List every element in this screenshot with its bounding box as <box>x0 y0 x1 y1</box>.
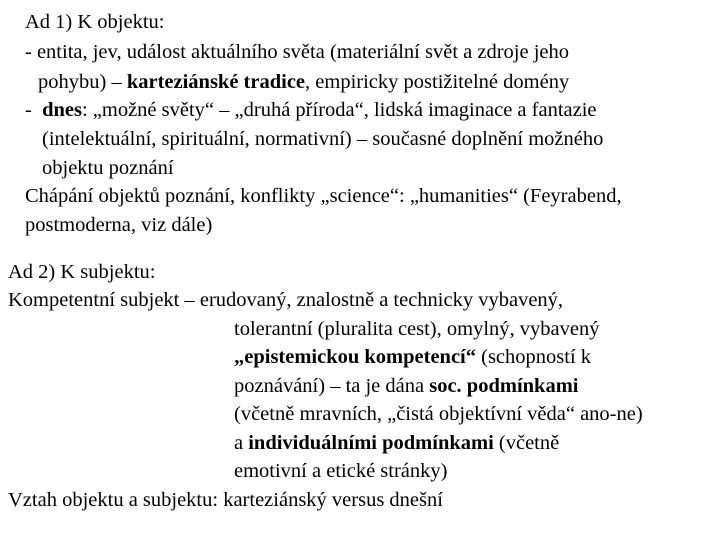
para-chapani-line1: Chápání objektů poznání, konflikty „science“: „humanities“ (Feyrabend, <box>25 185 622 207</box>
subjekt-line4: poznávání) – ta je dána soc. podmínkami <box>234 375 579 397</box>
subjekt-line1: Kompetentní subjekt – erudovaný, znalostně a technicky vybavený, <box>8 289 564 311</box>
heading-subjekt: Ad 2) K subjektu: <box>8 261 156 283</box>
bold-soc-podminky: soc. podmínkami <box>429 375 579 397</box>
subjekt-line7: emotivní a etické stránky) <box>234 460 448 482</box>
subjekt-line2: tolerantní (pluralita cest), omylný, vybavený <box>234 318 600 340</box>
bullet-dnes-line3: objektu poznání <box>42 157 174 179</box>
heading-objekt: Ad 1) K objektu: <box>25 11 165 33</box>
bold-karteziánské-tradice: karteziánské tradice <box>126 71 306 93</box>
subjekt-line6: a individuálními podmínkami (včetně <box>234 432 560 454</box>
bullet-entita-line1: - entita, jev, událost aktuálního světa (materiální svět a zdroje jeho <box>25 41 570 63</box>
bold-individualni-podminky: individuálními podmínkami <box>248 432 494 454</box>
footer-vztah: Vztah objektu a subjektu: karteziánský versus dnešní <box>8 489 443 511</box>
subjekt-line3: „epistemickou kompetencí“ (schopností k <box>234 346 592 368</box>
bullet-dnes-line1: - dnes: „možné světy“ – „druhá příroda“, lidská imaginace a fantazie <box>25 99 597 121</box>
bold-dnes: dnes <box>42 99 82 121</box>
subjekt-line5: (včetně mravních, „čistá objektívní věda“ ano-ne) <box>234 403 643 425</box>
bold-epistemicka-kompetence: „epistemickou kompetencí“ <box>234 346 476 368</box>
bullet-entita-line2: pohybu) – karteziánské tradice, empiricky postižitelné domény <box>38 71 570 93</box>
para-chapani-line2: postmoderna, viz dále) <box>25 214 213 236</box>
bullet-dnes-line2: (intelektuální, spirituální, normativní) – současné doplnění možného <box>42 128 604 150</box>
